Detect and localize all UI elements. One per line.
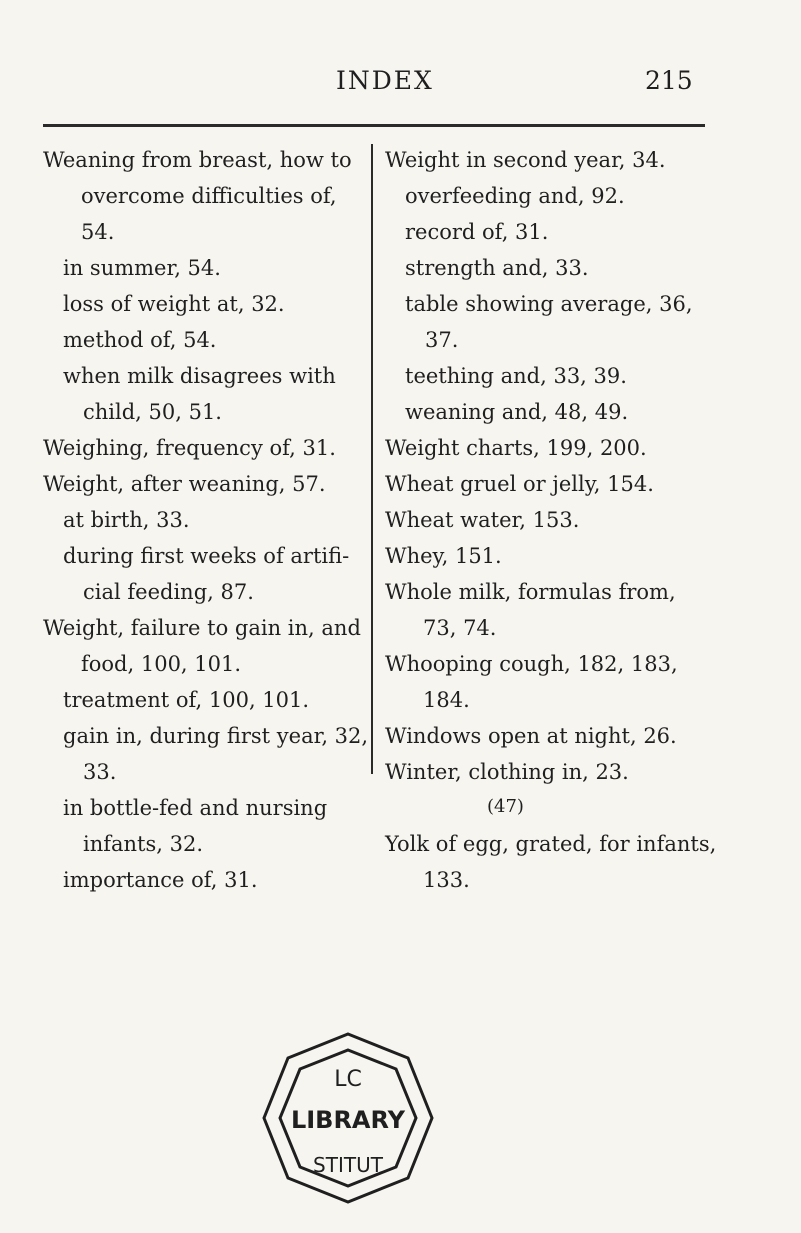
entry-continuation: 133. [423,868,470,892]
entry-text: teething and, 33, 39. [405,364,627,388]
entry-text: Wheat gruel or jelly, 154. [385,472,654,496]
entry-continuation: food, 100, 101. [81,652,242,676]
header-rule [43,124,705,127]
entry-text: table showing average, 36, [405,292,693,316]
entry-text: Weight, after weaning, 57. [43,472,326,496]
entry-text: importance of, 31. [63,868,258,892]
entry-continuation: 184. [423,688,470,712]
index-entry [43,142,365,250]
index-subentry [385,286,710,358]
entry-continuation: 54. [81,220,115,244]
index-entry [385,718,710,754]
page-number: 215 [645,66,693,95]
entry-text: Weighing, frequency of, 31. [43,436,336,460]
entry-continuation: 37. [425,328,459,352]
index-entry [385,646,710,718]
index-entry [385,538,710,574]
stamp-top-text: LC [334,1067,362,1092]
index-subentry [43,250,365,286]
entry-text: gain in, during first year, 32, [63,724,369,748]
entry-text: Weight, failure to gain in, and [43,616,361,640]
entry-continuation: child, 50, 51. [83,400,222,424]
footnote: (47) [487,796,524,817]
index-subentry [43,718,369,790]
entry-text: in summer, 54. [63,256,221,280]
entry-text: Whole milk, formulas from, [385,580,676,604]
page-header [0,60,801,100]
stamp-middle-text: LIBRARY [290,1106,406,1134]
entry-text: method of, 54. [63,328,217,352]
index-entry [43,610,365,682]
entry-text: in bottle-fed and nursing [63,796,328,820]
left-index-column [43,142,369,898]
index-subentry [385,178,710,214]
entry-text: Windows open at night, 26. [385,724,677,748]
entry-gap [385,790,710,826]
stamp-bottom-text: STITUT [313,1153,383,1177]
entry-text: Whooping cough, 182, 183, [385,652,678,676]
right-index-column [385,142,717,898]
entry-text: when milk disagrees with [63,364,336,388]
entry-text: during first weeks of artifi- [63,544,350,568]
index-subentry [43,538,365,610]
index-subentry [43,682,365,718]
index-entry [385,826,717,898]
index-entry [385,754,710,790]
index-subentry [43,862,365,898]
entry-text: Weaning from breast, how to [43,148,352,172]
index-subentry [43,502,365,538]
entry-text: Whey, 151. [385,544,502,568]
entry-text: at birth, 33. [63,508,190,532]
index-subentry [43,790,365,862]
entry-text: Weight charts, 199, 200. [385,436,647,460]
library-stamp-icon [258,1028,438,1208]
index-subentry [43,286,365,322]
index-entry [43,430,365,466]
entry-text: Winter, clothing in, 23. [385,760,629,784]
index-subentry [385,358,710,394]
index-subentry [385,394,710,430]
index-entry [385,466,710,502]
entry-text: overfeeding and, 92. [405,184,625,208]
entry-text: Wheat water, 153. [385,508,580,532]
index-subentry [385,214,710,250]
index-entry [385,502,710,538]
entry-text: treatment of, 100, 101. [63,688,310,712]
index-entry [385,430,710,466]
entry-continuation: cial feeding, 87. [83,580,254,604]
entry-text: Yolk of egg, grated, for infants, [385,832,717,856]
entry-continuation: 73, 74. [423,616,497,640]
entry-continuation: infants, 32. [83,832,204,856]
index-subentry [385,250,710,286]
index-subentry [43,358,365,430]
column-divider [371,144,373,774]
index-entry [43,466,365,502]
entry-continuation: overcome difficulties of, [81,184,337,208]
page-title: INDEX [336,66,434,95]
index-entry [385,574,710,646]
entry-text: weaning and, 48, 49. [405,400,629,424]
index-entry [385,142,710,178]
entry-text: Weight in second year, 34. [385,148,666,172]
index-subentry [43,322,365,358]
entry-continuation: 33. [83,760,117,784]
entry-text: strength and, 33. [405,256,589,280]
entry-text: record of, 31. [405,220,549,244]
entry-text: loss of weight at, 32. [63,292,285,316]
